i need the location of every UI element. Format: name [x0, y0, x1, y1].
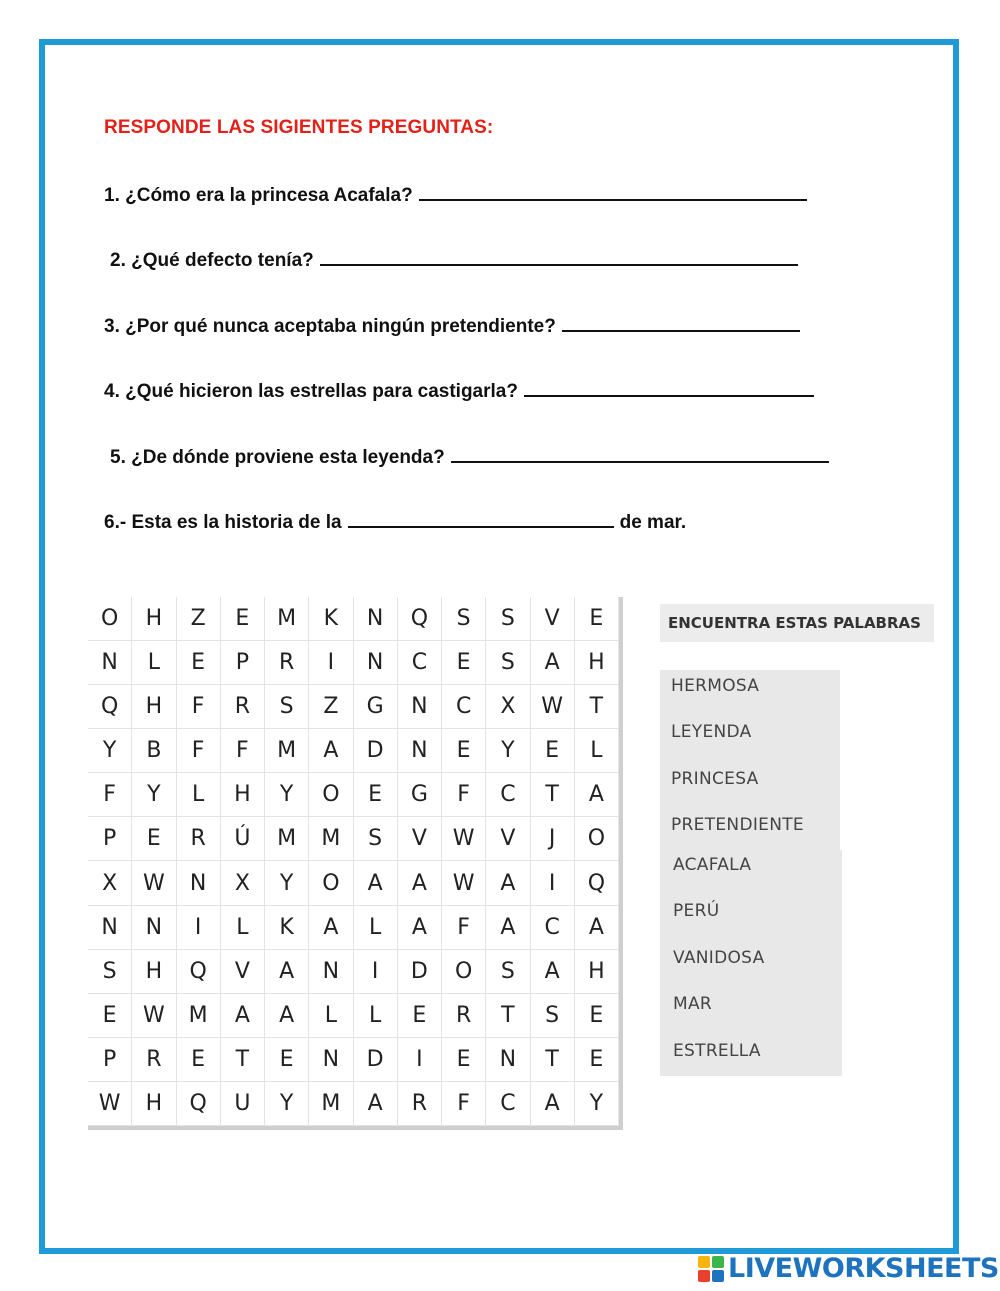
grid-cell[interactable]: N [354, 597, 398, 641]
grid-cell[interactable]: I [177, 906, 221, 950]
question-5-text: 5. ¿De dónde proviene esta leyenda? [110, 447, 445, 468]
brand-logo-square [698, 1256, 710, 1268]
grid-cell[interactable]: P [221, 641, 265, 685]
grid-cell[interactable]: N [486, 1038, 530, 1082]
grid-cell[interactable]: E [398, 994, 442, 1038]
grid-cell[interactable]: T [531, 1038, 575, 1082]
grid-cell[interactable]: Q [398, 597, 442, 641]
grid-cell[interactable]: A [265, 950, 309, 994]
grid-cell[interactable]: I [309, 641, 353, 685]
page-title: RESPONDE LAS SIGIENTES PREGUNTAS: [104, 117, 494, 138]
question-1 [104, 183, 807, 207]
grid-cell[interactable]: Y [265, 773, 309, 817]
wordlist-item: MAR [673, 994, 713, 1014]
brand-logo-square [712, 1256, 724, 1268]
grid-cell[interactable]: M [265, 817, 309, 861]
grid-cell[interactable]: A [354, 1082, 398, 1126]
grid-cell[interactable]: Q [177, 950, 221, 994]
grid-cell[interactable]: A [354, 861, 398, 905]
grid-cell[interactable]: C [398, 641, 442, 685]
grid-cell[interactable]: O [88, 597, 132, 641]
grid-cell[interactable]: I [531, 861, 575, 905]
grid-cell[interactable]: R [398, 1082, 442, 1126]
grid-cell[interactable]: H [132, 597, 176, 641]
grid-cell[interactable]: H [221, 773, 265, 817]
answer-6-blank[interactable] [348, 510, 614, 528]
grid-cell[interactable]: C [442, 685, 486, 729]
grid-cell[interactable]: X [221, 861, 265, 905]
grid-cell[interactable]: E [575, 1038, 619, 1082]
grid-cell[interactable]: A [221, 994, 265, 1038]
grid-cell[interactable]: H [575, 950, 619, 994]
grid-cell[interactable]: E [442, 729, 486, 773]
grid-cell[interactable]: L [132, 641, 176, 685]
wordlist-item: ESTRELLA [673, 1041, 761, 1061]
grid-cell[interactable]: W [442, 817, 486, 861]
grid-cell[interactable]: X [88, 861, 132, 905]
grid-cell[interactable]: Z [177, 597, 221, 641]
grid-cell[interactable]: F [442, 1082, 486, 1126]
grid-cell[interactable]: S [265, 685, 309, 729]
grid-cell[interactable]: E [177, 641, 221, 685]
grid-cell[interactable]: Y [132, 773, 176, 817]
grid-cell[interactable]: F [221, 729, 265, 773]
question-6-suffix: de mar. [619, 512, 687, 533]
grid-cell[interactable]: I [354, 950, 398, 994]
grid-cell[interactable]: H [132, 1082, 176, 1126]
brand-name: LIVEWORKSHEETS [728, 1253, 999, 1284]
answer-3-blank[interactable] [562, 314, 800, 332]
grid-cell[interactable]: O [309, 773, 353, 817]
grid-cell[interactable]: C [531, 906, 575, 950]
grid-cell[interactable]: Y [265, 1082, 309, 1126]
wordlist-item: ACAFALA [673, 855, 752, 875]
brand-logo-icon [698, 1256, 724, 1282]
grid-cell[interactable]: Y [575, 1082, 619, 1126]
grid-cell[interactable]: C [486, 773, 530, 817]
grid-cell[interactable]: D [398, 950, 442, 994]
grid-cell[interactable]: S [531, 994, 575, 1038]
grid-cell[interactable]: N [309, 950, 353, 994]
grid-cell[interactable]: A [398, 861, 442, 905]
grid-cell[interactable]: R [132, 1038, 176, 1082]
grid-cell[interactable]: P [88, 817, 132, 861]
grid-cell[interactable]: V [221, 950, 265, 994]
grid-cell[interactable]: N [309, 1038, 353, 1082]
question-3-text: 3. ¿Por qué nunca aceptaba ningún pretendiente? [104, 316, 556, 337]
grid-cell[interactable]: L [354, 906, 398, 950]
grid-cell[interactable]: A [486, 861, 530, 905]
grid-cell[interactable]: E [132, 817, 176, 861]
grid-cell[interactable]: F [177, 729, 221, 773]
grid-cell[interactable]: N [398, 685, 442, 729]
grid-cell[interactable]: J [531, 817, 575, 861]
grid-cell[interactable]: A [575, 773, 619, 817]
grid-cell[interactable]: H [575, 641, 619, 685]
grid-cell[interactable]: V [486, 817, 530, 861]
grid-cell[interactable]: A [531, 1082, 575, 1126]
grid-cell[interactable]: O [309, 861, 353, 905]
grid-cell[interactable]: W [531, 685, 575, 729]
grid-cell[interactable]: H [132, 685, 176, 729]
grid-cell[interactable]: L [354, 994, 398, 1038]
wordlist-item: HERMOSA [671, 676, 760, 696]
question-6 [104, 510, 686, 534]
grid-cell[interactable]: D [354, 729, 398, 773]
grid-cell[interactable]: M [265, 729, 309, 773]
grid-cell[interactable]: N [88, 906, 132, 950]
grid-cell[interactable]: Z [309, 685, 353, 729]
grid-cell[interactable]: F [442, 773, 486, 817]
question-1-text: 1. ¿Cómo era la princesa Acafala? [104, 185, 413, 206]
grid-cell[interactable]: Q [177, 1082, 221, 1126]
question-2-text: 2. ¿Qué defecto tenía? [110, 250, 314, 271]
answer-4-blank[interactable] [524, 379, 814, 397]
question-4-text: 4. ¿Qué hicieron las estrellas para castigarla? [104, 381, 518, 402]
grid-cell[interactable]: F [88, 773, 132, 817]
grid-cell[interactable]: K [309, 597, 353, 641]
grid-cell[interactable]: G [354, 685, 398, 729]
grid-cell[interactable]: W [88, 1082, 132, 1126]
grid-cell[interactable]: E [265, 1038, 309, 1082]
grid-cell[interactable]: S [88, 950, 132, 994]
grid-cell[interactable]: T [575, 685, 619, 729]
grid-cell[interactable]: A [486, 906, 530, 950]
grid-cell[interactable]: S [486, 641, 530, 685]
grid-cell[interactable]: Y [265, 861, 309, 905]
grid-cell[interactable]: K [265, 906, 309, 950]
answer-5-blank[interactable] [451, 445, 829, 463]
grid-cell[interactable]: M [265, 597, 309, 641]
question-5 [110, 445, 829, 469]
brand-logo-square [698, 1270, 710, 1282]
grid-cell[interactable]: C [486, 1082, 530, 1126]
grid-cell[interactable]: N [88, 641, 132, 685]
grid-cell[interactable]: E [221, 597, 265, 641]
question-4 [104, 379, 814, 403]
grid-cell[interactable]: R [221, 685, 265, 729]
grid-cell[interactable]: A [398, 906, 442, 950]
wordlist-item: PERÚ [673, 901, 720, 921]
answer-1-blank[interactable] [419, 183, 807, 201]
grid-cell[interactable]: M [177, 994, 221, 1038]
wordlist-item: PRINCESA [671, 769, 759, 789]
wordlist-item: VANIDOSA [673, 948, 765, 968]
grid-cell[interactable]: I [398, 1038, 442, 1082]
grid-cell[interactable]: L [575, 729, 619, 773]
grid-cell[interactable]: R [265, 641, 309, 685]
grid-cell[interactable]: W [132, 994, 176, 1038]
grid-cell[interactable]: F [442, 906, 486, 950]
grid-cell[interactable]: Q [575, 861, 619, 905]
grid-cell[interactable]: T [221, 1038, 265, 1082]
grid-cell[interactable]: Y [88, 729, 132, 773]
grid-cell[interactable]: S [354, 817, 398, 861]
word-search-grid[interactable] [88, 597, 623, 1130]
grid-cell[interactable]: R [177, 817, 221, 861]
grid-cell[interactable]: E [575, 994, 619, 1038]
grid-cell[interactable]: T [486, 994, 530, 1038]
grid-cell[interactable]: P [88, 1038, 132, 1082]
grid-cell[interactable]: O [575, 817, 619, 861]
grid-cell[interactable]: Ú [221, 817, 265, 861]
grid-cell[interactable]: W [132, 861, 176, 905]
grid-cell[interactable]: N [354, 641, 398, 685]
grid-cell[interactable]: A [309, 906, 353, 950]
grid-cell[interactable]: E [177, 1038, 221, 1082]
wordlist-title: ENCUENTRA ESTAS PALABRAS [660, 604, 934, 642]
grid-cell[interactable]: X [486, 685, 530, 729]
question-6-prefix: 6.- Esta es la historia de la [104, 512, 342, 533]
grid-cell[interactable]: A [531, 950, 575, 994]
grid-cell[interactable]: V [531, 597, 575, 641]
grid-cell[interactable]: G [398, 773, 442, 817]
grid-cell[interactable]: D [354, 1038, 398, 1082]
question-3 [104, 314, 800, 338]
brand-logo-square [712, 1270, 724, 1282]
grid-cell[interactable]: N [177, 861, 221, 905]
question-2 [110, 248, 798, 272]
wordlist-item: PRETENDIENTE [671, 815, 804, 835]
grid-cell[interactable]: N [132, 906, 176, 950]
grid-cell[interactable]: R [442, 994, 486, 1038]
grid-cell[interactable]: L [177, 773, 221, 817]
grid-cell[interactable]: E [354, 773, 398, 817]
grid-cell[interactable]: E [88, 994, 132, 1038]
grid-cell[interactable]: B [132, 729, 176, 773]
grid-cell[interactable]: O [442, 950, 486, 994]
grid-cell[interactable]: E [442, 1038, 486, 1082]
grid-cell[interactable]: S [486, 950, 530, 994]
grid-cell[interactable]: E [575, 597, 619, 641]
grid-cell[interactable]: M [309, 1082, 353, 1126]
grid-cell[interactable]: W [442, 861, 486, 905]
grid-cell[interactable]: T [531, 773, 575, 817]
grid-cell[interactable]: N [398, 729, 442, 773]
grid-cell[interactable]: E [531, 729, 575, 773]
wordlist-item: LEYENDA [671, 722, 752, 742]
grid-cell[interactable]: A [265, 994, 309, 1038]
answer-2-blank[interactable] [320, 248, 798, 266]
grid-cell[interactable]: F [177, 685, 221, 729]
grid-cell[interactable]: Q [88, 685, 132, 729]
grid-cell[interactable]: A [531, 641, 575, 685]
grid-cell[interactable]: Y [486, 729, 530, 773]
grid-cell[interactable]: M [309, 817, 353, 861]
brand-footer [698, 1253, 999, 1284]
grid-cell[interactable]: U [221, 1082, 265, 1126]
grid-cell[interactable]: S [486, 597, 530, 641]
grid-cell[interactable]: E [442, 641, 486, 685]
grid-cell[interactable]: H [132, 950, 176, 994]
grid-cell[interactable]: L [309, 994, 353, 1038]
grid-cell[interactable]: A [575, 906, 619, 950]
grid-cell[interactable]: V [398, 817, 442, 861]
grid-cell[interactable]: A [309, 729, 353, 773]
grid-cell[interactable]: S [442, 597, 486, 641]
grid-cell[interactable]: L [221, 906, 265, 950]
